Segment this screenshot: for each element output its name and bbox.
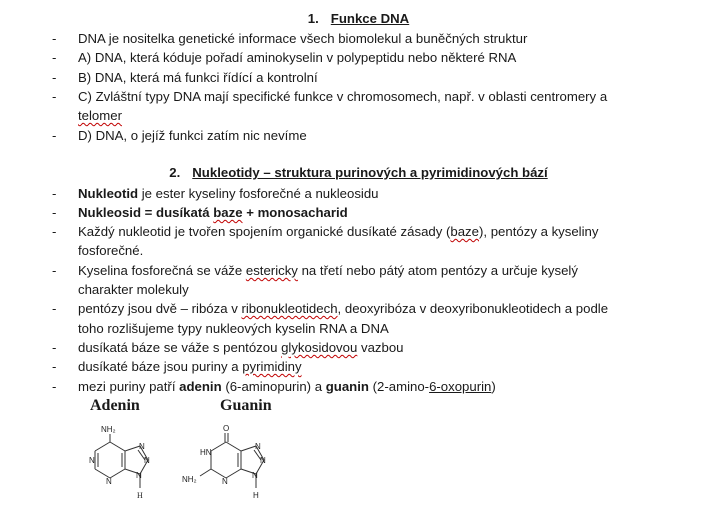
list-item: pentózy jsou dvě – ribóza v ribonukleotidech, deoxyribóza v deoxyribonukleotidech a podle [78,301,609,316]
section-1-number: 1. [307,11,319,26]
list-item: B) DNA, která má funkci řídící a kontrolní [78,70,318,85]
h-label: H [253,491,259,500]
bullet-dash: - [52,50,57,65]
section-1-heading [0,11,717,26]
bullet-dash: - [52,89,57,104]
guanin-structure [180,422,290,504]
section-2-title: Nukleotidy – struktura purinových a pyrimidinových bází [192,165,548,180]
list-item: mezi puriny patří adenin (6-aminopurin) a guanin (2-amino-6-oxopurin) [78,379,496,394]
list-item: dusíkaté báze jsou puriny a pyrimidiny [78,359,302,374]
bullet-dash: - [52,205,57,220]
bullet-dash: - [52,359,57,374]
list-item-continuation: toho rozlišujeme typy nukleových kyselin RNA a DNA [78,321,389,336]
bullet-dash: - [52,379,57,394]
list-item: dusíkatá báze se váže s pentózou glykosidovou vazbou [78,340,404,355]
guanin-label: Guanin [220,397,272,414]
list-item: A) DNA, která kóduje pořadí aminokyselin v polypeptidu nebo některé RNA [78,50,517,65]
n-label: N [222,477,228,486]
n-label: N [255,442,261,451]
bullet-dash: - [52,224,57,239]
list-item: Nukleosid = dusíkatá baze + monosacharid [78,205,348,220]
list-item: Nukleotid je ester kyseliny fosforečné a nukleosidu [78,186,379,201]
list-item: Každý nukleotid je tvořen spojením organické dusíkaté zásady (baze), pentózy a kyseliny [78,224,599,239]
list-item: C) Zvláštní typy DNA mají specifické funkce v chromosomech, např. v oblasti centromery a [78,89,608,104]
h-label: H [137,491,143,500]
n-label: N [136,471,142,480]
bullet-dash: - [52,263,57,278]
n-label: N [144,456,150,465]
n-label: N [260,456,266,465]
n-label: N [89,456,95,465]
list-item: Kyselina fosforečná se váže estericky na třetí nebo pátý atom pentózy a určuje kyselý [78,263,578,278]
n-label: N [252,471,258,480]
spellcheck-word: telomer [78,108,122,123]
bullet-dash: - [52,128,57,143]
bullet-dash: - [52,340,57,355]
list-item-continuation: fosforečné. [78,243,144,258]
list-item-continuation [78,107,122,125]
bullet-dash: - [52,70,57,85]
nh2-label: NH₂ [101,425,116,434]
bullet-dash: - [52,186,57,201]
list-item: D) DNA, o jejíž funkci zatím nic nevíme [78,128,307,143]
list-item: DNA je nositelka genetické informace všech biomolekul a buněčných struktur [78,31,528,46]
adenin-label: Adenin [90,397,140,414]
bullet-dash: - [52,31,57,46]
n-label: N [139,442,145,451]
o-label: O [223,424,230,433]
bullet-dash: - [52,301,57,316]
n-label: N [106,477,112,486]
list-item-continuation: charakter molekuly [78,282,189,297]
section-2-heading [0,165,717,180]
adenin-structure [80,422,170,502]
section-2-number: 2. [169,165,181,180]
nh2-label: NH₂ [182,475,197,484]
hn-label: HN [200,448,212,457]
section-1-title: Funkce DNA [330,11,410,26]
